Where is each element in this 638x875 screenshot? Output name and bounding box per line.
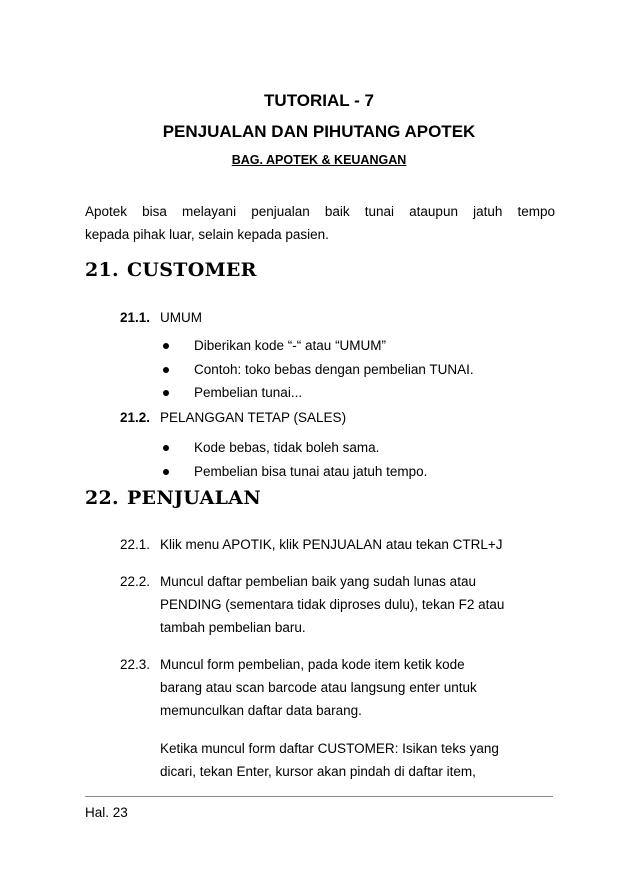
step-number: 22.2.	[120, 574, 151, 589]
step-22-3-continuation	[120, 737, 540, 783]
section-number: 21.	[85, 259, 119, 281]
step-line: barang atau scan barcode atau langsung enter untuk	[160, 680, 477, 695]
bullet-list-pelanggan	[160, 436, 427, 483]
step-line: Ketika muncul form daftar CUSTOMER: Isikan teks yang	[160, 741, 499, 756]
step-line: Muncul form pembelian, pada kode item ketik kode	[160, 657, 465, 672]
step-line: tambah pembelian baru.	[160, 620, 306, 635]
footer-divider	[85, 796, 553, 797]
subsection-umum	[120, 306, 202, 329]
section-title: PENJUALAN	[126, 487, 261, 509]
step-line: dicari, tekan Enter, kursor akan pindah di daftar item,	[160, 764, 476, 779]
section-title: CUSTOMER	[126, 259, 257, 281]
step-22-2	[120, 570, 540, 639]
intro-paragraph	[85, 200, 555, 246]
step-22-1	[120, 533, 540, 556]
subsection-title: UMUM	[160, 310, 202, 325]
section-number: 22.	[85, 487, 119, 509]
step-number: 22.3.	[120, 657, 151, 672]
subsection-title: PELANGGAN TETAP (SALES)	[160, 410, 347, 425]
section-heading-penjualan	[85, 487, 261, 509]
list-item: Pembelian tunai...	[160, 381, 474, 405]
bullet-list-umum	[160, 334, 474, 405]
step-line: memunculkan daftar data barang.	[160, 703, 362, 718]
intro-line-2: kepada pihak luar, selain kepada pasien.	[85, 227, 329, 242]
tutorial-heading: PENJUALAN DAN PIHUTANG APOTEK	[162, 122, 476, 141]
step-line: Klik menu APOTIK, klik PENJUALAN atau tekan CTRL+J	[160, 537, 503, 552]
subsection-number: 21.1.	[120, 310, 151, 325]
list-item: Contoh: toko bebas dengan pembelian TUNAI.	[160, 358, 474, 382]
page-number: Hal. 23	[85, 805, 128, 820]
step-line: PENDING (sementara tidak diproses dulu), tekan F2 atau	[160, 597, 505, 612]
section-heading-customer	[85, 259, 257, 281]
step-22-3	[120, 653, 540, 722]
subsection-number: 21.2.	[120, 410, 151, 425]
department-subtitle: BAG. APOTEK & KEUANGAN	[231, 153, 407, 167]
list-item: Kode bebas, tidak boleh sama.	[160, 436, 427, 460]
list-item: Pembelian bisa tunai atau jatuh tempo.	[160, 460, 427, 484]
list-item: Diberikan kode “-“ atau “UMUM”	[160, 334, 474, 358]
intro-line-1: Apotek bisa melayani penjualan baik tunai ataupun jatuh tempo	[85, 204, 555, 219]
step-number: 22.1.	[120, 537, 151, 552]
subsection-pelanggan-tetap	[120, 406, 346, 429]
step-line: Muncul daftar pembelian baik yang sudah lunas atau	[160, 574, 476, 589]
tutorial-title: TUTORIAL - 7	[264, 91, 374, 110]
